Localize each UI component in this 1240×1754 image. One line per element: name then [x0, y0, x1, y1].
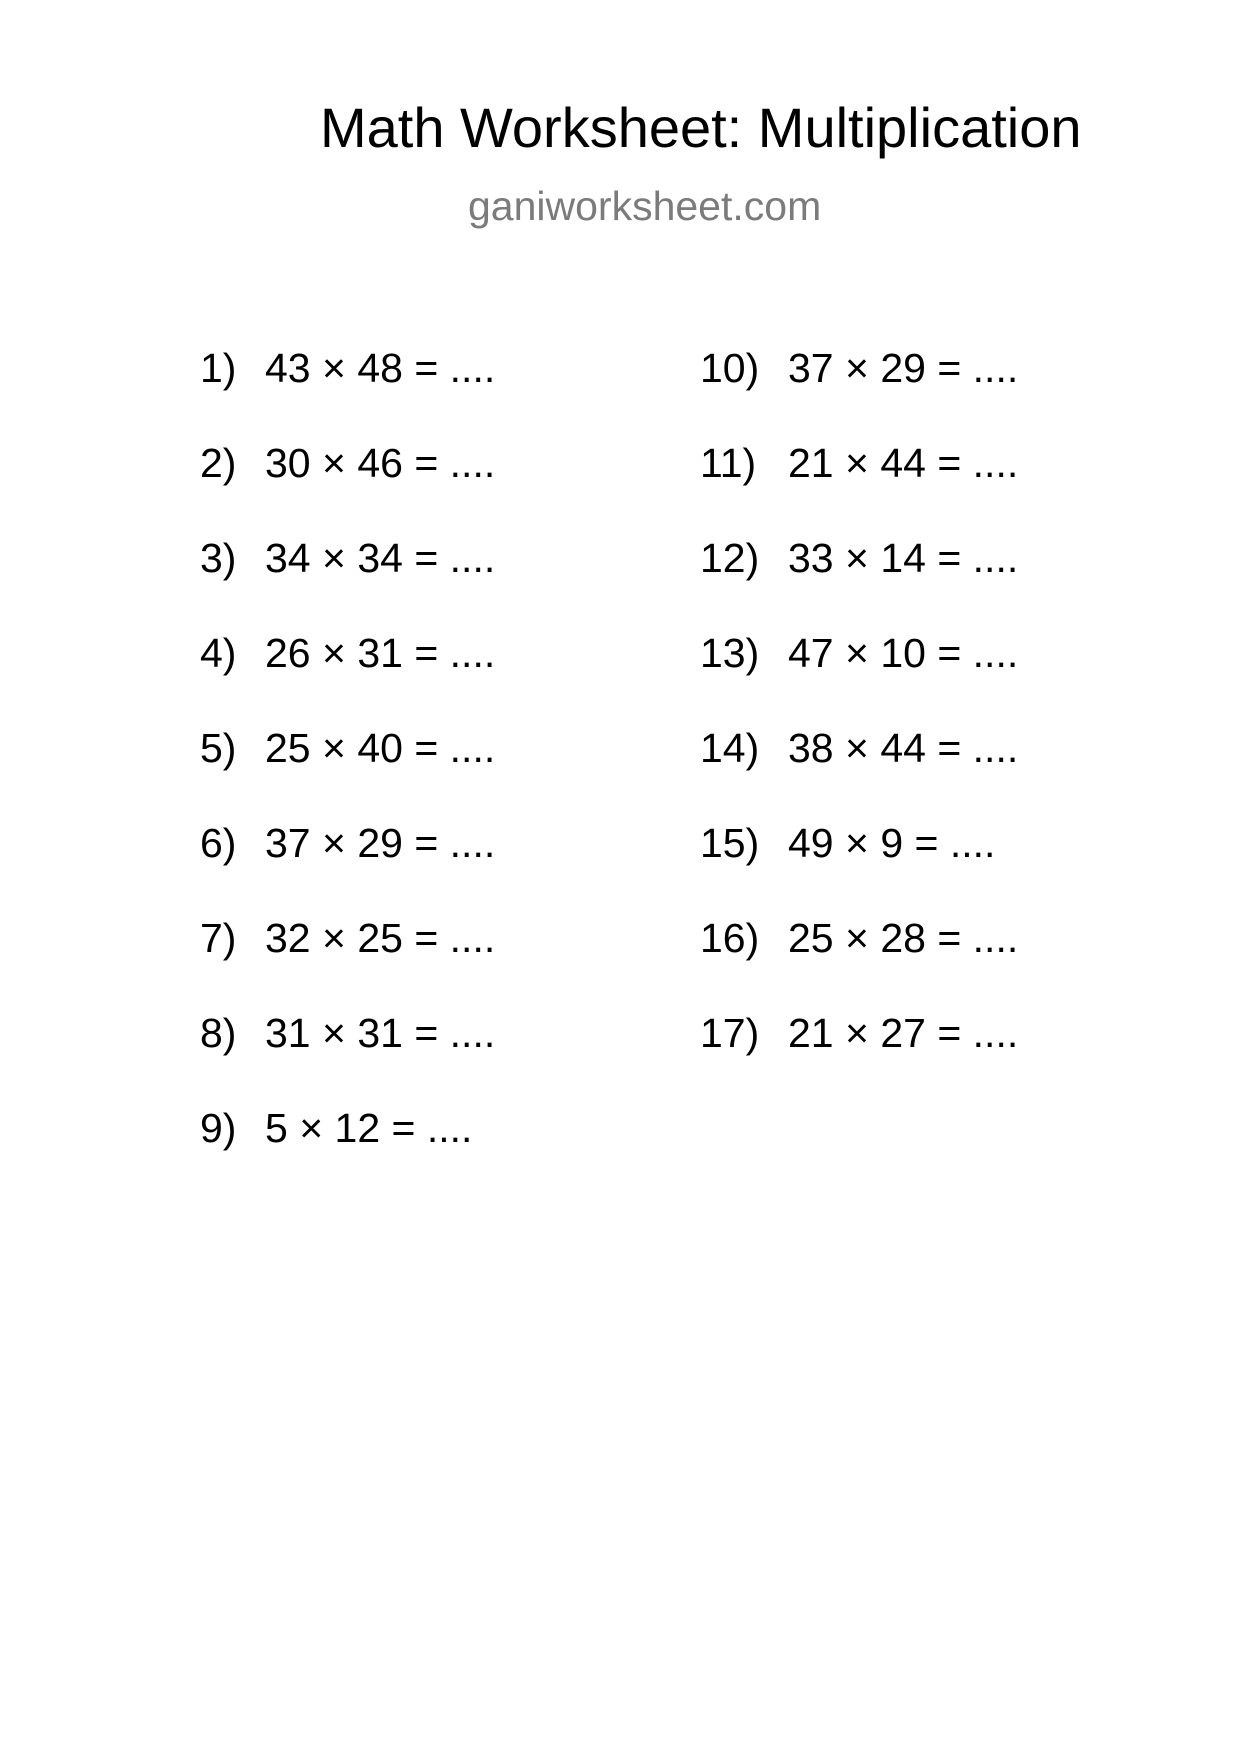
problem-expression: 38 × 44 = ....	[788, 725, 1019, 771]
problem-8	[200, 1010, 496, 1108]
problem-5	[200, 725, 496, 823]
problem-6	[200, 820, 496, 918]
problem-number: 13)	[700, 630, 760, 676]
problem-expression: 33 × 14 = ....	[788, 535, 1019, 581]
problem-16	[700, 915, 1019, 1013]
problem-expression: 34 × 34 = ....	[265, 535, 496, 581]
problem-number: 5)	[200, 725, 237, 771]
problem-9	[200, 1105, 495, 1203]
problem-number: 3)	[200, 535, 237, 581]
problem-17	[700, 1010, 1019, 1108]
problem-expression: 5 × 12 = ....	[265, 1105, 473, 1151]
problem-number: 17)	[700, 1010, 760, 1056]
problem-1	[200, 345, 496, 443]
problem-14	[700, 725, 1019, 823]
problem-number: 2)	[200, 440, 237, 486]
problem-number: 15)	[700, 820, 760, 866]
worksheet-source: ganiworksheet.com	[468, 183, 822, 229]
problem-number: 10)	[700, 345, 760, 391]
problem-number: 4)	[200, 630, 237, 676]
problem-number: 1)	[200, 345, 237, 391]
problem-expression: 37 × 29 = ....	[788, 345, 1019, 391]
problem-expression: 25 × 28 = ....	[788, 915, 1019, 961]
worksheet-title: Math Worksheet: Multiplication	[320, 96, 1082, 159]
problem-13	[700, 630, 1019, 728]
problem-expression: 32 × 25 = ....	[265, 915, 496, 961]
problem-3	[200, 535, 496, 633]
problem-number: 7)	[200, 915, 237, 961]
problem-12	[700, 535, 1019, 633]
problems-column-left	[200, 345, 496, 1203]
problem-number: 14)	[700, 725, 760, 771]
problem-expression: 21 × 27 = ....	[788, 1010, 1019, 1056]
problem-expression: 49 × 9 = ....	[788, 820, 996, 866]
problem-number: 8)	[200, 1010, 237, 1056]
problem-expression: 43 × 48 = ....	[265, 345, 496, 391]
problem-11	[700, 440, 1019, 538]
problem-10	[700, 345, 1019, 443]
problem-expression: 21 × 44 = ....	[788, 440, 1019, 486]
problem-expression: 47 × 10 = ....	[788, 630, 1019, 676]
problem-number: 11)	[700, 440, 757, 486]
problem-2	[200, 440, 496, 538]
problem-4	[200, 630, 496, 728]
problem-number: 12)	[700, 535, 760, 581]
problem-number: 6)	[200, 820, 237, 866]
problem-number: 9)	[200, 1105, 237, 1151]
problem-expression: 25 × 40 = ....	[265, 725, 496, 771]
problem-7	[200, 915, 496, 1013]
problem-expression: 37 × 29 = ....	[265, 820, 496, 866]
problem-expression: 30 × 46 = ....	[265, 440, 496, 486]
problem-number: 16)	[700, 915, 760, 961]
problem-expression: 31 × 31 = ....	[265, 1010, 496, 1056]
problem-15	[700, 820, 1018, 918]
problems-column-right	[700, 345, 1019, 1108]
problem-expression: 26 × 31 = ....	[265, 630, 496, 676]
